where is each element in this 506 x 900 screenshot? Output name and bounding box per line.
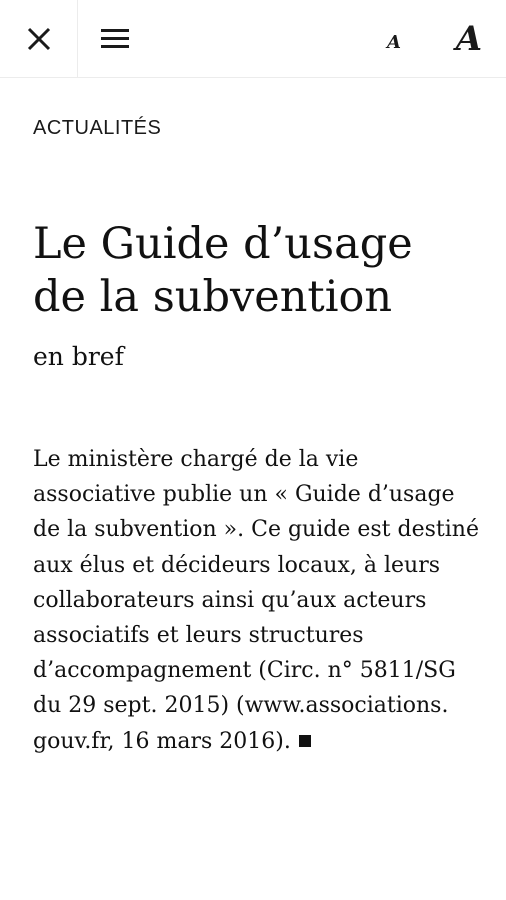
- article-title-line-1: Le Guide d’usage: [33, 219, 413, 269]
- section-kicker: ACTUALITÉS: [33, 117, 162, 139]
- increase-font-size-button[interactable]: [436, 0, 502, 77]
- article-subtitle: en bref: [33, 342, 124, 371]
- top-toolbar: [0, 0, 506, 78]
- decrease-font-size-button[interactable]: [366, 0, 422, 77]
- article-title-line-2: de la subvention: [33, 272, 393, 322]
- hamburger-menu-icon: [101, 24, 129, 53]
- small-a-icon: A: [387, 31, 401, 53]
- close-button[interactable]: [0, 0, 78, 77]
- large-a-icon: A: [455, 18, 483, 59]
- close-icon: [26, 26, 52, 52]
- end-of-article-icon: [299, 735, 311, 747]
- article-body-paragraph: [33, 442, 483, 759]
- article-body-text: Le ministère chargé de la vie associative publie un « Guide d’usage de la subvention ». Ce guide est destiné aux élus et décideurs locaux, à leurs collaborateurs ainsi qu’aux acteurs associatifs et leurs structures d’accompagnement (Circ. n° 5811/SG du 29 sept. 2015) (www.associations. gouv.fr, 16 mars 2016).: [33, 447, 479, 754]
- article-title: [33, 218, 493, 324]
- menu-button[interactable]: [78, 0, 152, 77]
